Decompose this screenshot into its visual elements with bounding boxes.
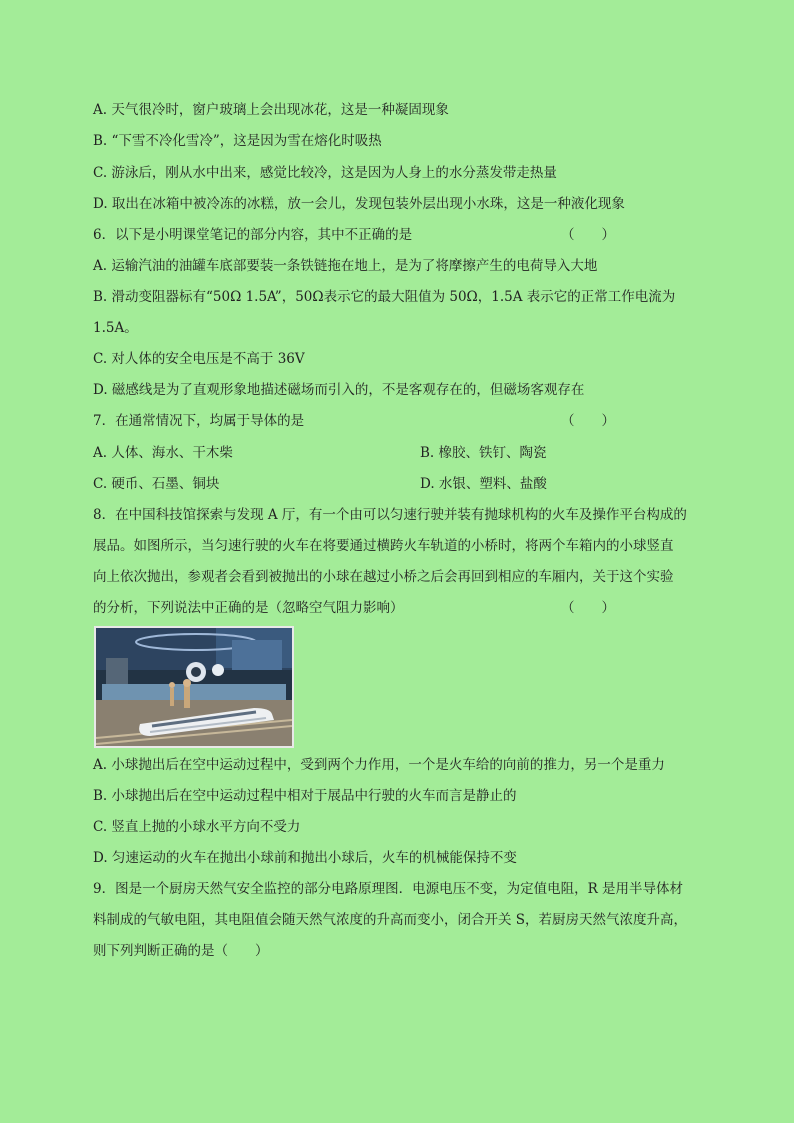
q7-option-a: A. 人体、海水、干木柴 xyxy=(93,445,233,461)
q6-option-b-cont: 1.5A。 xyxy=(93,320,138,336)
q5-option-a: A. 天气很冷时，窗户玻璃上会出现冰花，这是一种凝固现象 xyxy=(93,102,449,118)
q8-option-d: D. 匀速运动的火车在抛出小球前和抛出小球后，火车的机械能保持不变 xyxy=(93,850,517,866)
q9-stem-line3: 则下列判断正确的是（ ） xyxy=(93,943,269,959)
q8-stem-line1: 8．在中国科技馆探索与发现 A 厅，有一个由可以匀速行驶并装有抛球机构的火车及操作平台构成的 xyxy=(93,507,687,523)
q7-options-row2 xyxy=(93,475,693,493)
q8-stem-line4: 的分析，下列说法中正确的是（忽略空气阻力影响） xyxy=(93,600,404,616)
q8-stem-line2: 展品。如图所示，当匀速行驶的火车在将要通过横跨火车轨道的小桥时，将两个车箱内的小球竖直 xyxy=(93,538,674,554)
train-exhibit-illustration xyxy=(96,628,292,746)
q7-options-row1 xyxy=(93,444,693,462)
q6-stem: 6．以下是小明课堂笔记的部分内容，其中不正确的是 xyxy=(93,227,413,243)
q6-option-c: C. 对人体的安全电压是不高于 36V xyxy=(93,351,305,367)
q8-option-a: A. 小球抛出后在空中运动过程中，受到两个力作用，一个是火车给的向前的推力，另一个是重力 xyxy=(93,757,665,773)
q5-option-c: C. 游泳后，刚从水中出来，感觉比较冷，这是因为人身上的水分蒸发带走热量 xyxy=(93,165,557,181)
q8-answer-paren: （ ） xyxy=(561,600,615,616)
q8-stem-line3: 向上依次抛出，参观者会看到被抛出的小球在越过小桥之后会再回到相应的车厢内，关于这个实验 xyxy=(93,569,674,585)
q5-option-b: B. “下雪不冷化雪冷”，这是因为雪在熔化时吸热 xyxy=(93,133,382,149)
q8-option-b: B. 小球抛出后在空中运动过程中相对于展品中行驶的火车而言是静止的 xyxy=(93,788,517,804)
q6-option-a: A. 运输汽油的油罐车底部要装一条铁链拖在地上，是为了将摩擦产生的电荷导入大地 xyxy=(93,258,598,274)
q8-row xyxy=(93,599,703,617)
q6-option-b: B. 滑动变阻器标有“50Ω 1.5A”，50Ω表示它的最大阻值为 50Ω，1.5A 表示它的正常工作电流为 xyxy=(93,289,676,305)
q6-answer-paren: （ ） xyxy=(561,227,615,243)
q5-option-d: D. 取出在冰箱中被冷冻的冰糕，放一会儿，发现包装外层出现小水珠，这是一种液化现象 xyxy=(93,196,625,212)
q6-row xyxy=(93,226,703,244)
q7-option-b: B. 橡胶、铁钉、陶瓷 xyxy=(420,445,547,461)
q7-stem: 7．在通常情况下，均属于导体的是 xyxy=(93,413,305,429)
q8-option-c: C. 竖直上抛的小球水平方向不受力 xyxy=(93,819,301,835)
q7-row xyxy=(93,412,703,430)
q9-stem-line2: 料制成的气敏电阻，其电阻值会随天然气浓度的升高而变小，闭合开关 S，若厨房天然气浓度升高， xyxy=(93,912,688,928)
q7-option-d: D. 水银、塑料、盐酸 xyxy=(420,476,547,492)
train-exhibit-photo xyxy=(94,626,294,748)
q7-option-c: C. 硬币、石墨、铜块 xyxy=(93,476,220,492)
q7-answer-paren: （ ） xyxy=(561,413,615,429)
q9-stem-line1: 9．图是一个厨房天然气安全监控的部分电路原理图．电源电压不变，为定值电阻，R 是用半导体材 xyxy=(93,881,684,897)
q6-option-d: D. 磁感线是为了直观形象地描述磁场而引入的，不是客观存在的，但磁场客观存在 xyxy=(93,382,585,398)
